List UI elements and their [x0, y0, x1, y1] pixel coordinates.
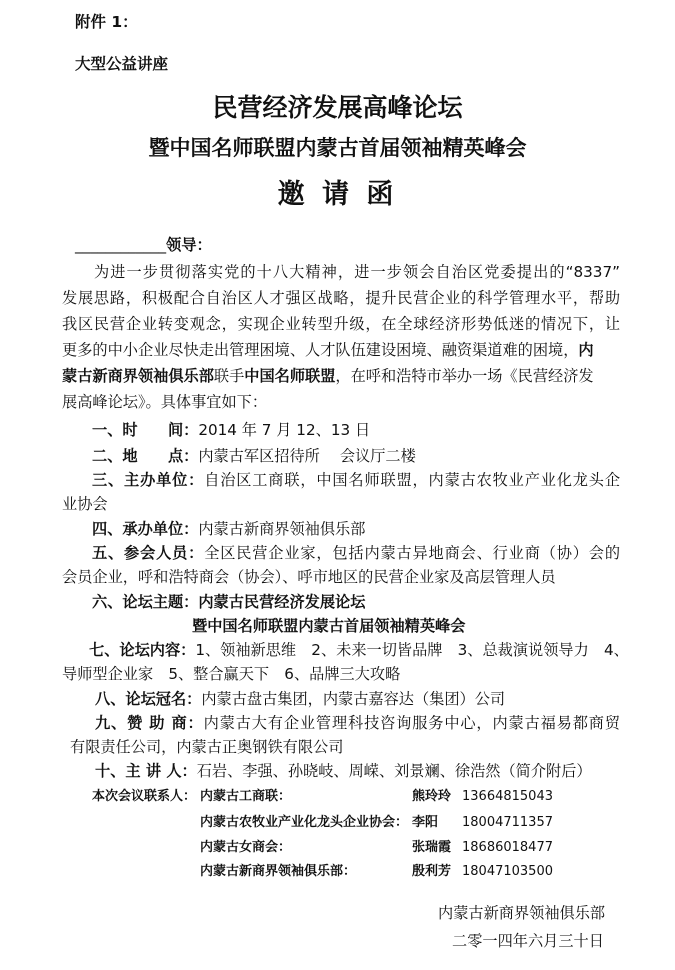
signature-date: 二零一四年六月三十日: [452, 932, 604, 950]
item-value: 会员企业，呼和浩特商会（协会）、呼市地区的民营企业家及高层管理人员: [62, 568, 556, 586]
item-value: 暨中国名师联盟内蒙古首届领袖精英峰会: [192, 617, 466, 635]
item-organizer: [92, 470, 620, 490]
category-label: 大型公益讲座: [75, 55, 169, 73]
attachment-label: 附件 1：: [75, 13, 138, 31]
contact-name: 张瑞霞: [412, 840, 452, 855]
item-value: 内蒙古军区招待所 会议厅二楼: [198, 447, 416, 465]
item-venue: [92, 446, 650, 466]
intro-text: 更多的中小企业尽快走出管理困境、人才队伍建设困境、融资渠道难的困境，: [62, 341, 579, 359]
item-speakers: [95, 761, 653, 781]
item-label: 七、论坛内容：: [89, 641, 196, 659]
item-label: 八、论坛冠名：: [95, 690, 202, 708]
intro-line: 发展思路，积极配合自治区人才强区战略，提升民营企业的科学管理水平，帮助: [62, 289, 620, 307]
contact-org: 内蒙古新商界领袖俱乐部：: [200, 864, 357, 879]
contact-org: 内蒙古农牧业产业化龙头企业协会：: [200, 815, 409, 830]
contact-phone: 18686018477: [462, 840, 553, 855]
item-value: 自治区工商联，中国名师联盟，内蒙古农牧业产业化龙头企: [204, 471, 621, 489]
intro-line: 我区民营企业转变观念，实现企业转型升级，在全球经济形势低迷的情况下，让: [62, 315, 620, 333]
item-value: 2014 年 7 月 12、13 日: [198, 421, 371, 439]
contact-phone: 18047103500: [462, 864, 553, 879]
intro-line: 展高峰论坛》。具体事宜如下：: [62, 393, 268, 411]
intro-bold: 蒙古新商界领袖俱乐部: [62, 367, 214, 385]
recipient-blank: ____________: [75, 236, 167, 254]
intro-text: ，在呼和浩特市举办一场《民营经济发: [335, 367, 594, 385]
item-label: 四、承办单位：: [92, 520, 199, 538]
item-value: 内蒙古民营经济发展论坛: [198, 593, 366, 611]
contacts-label: 本次会议联系人：: [92, 789, 197, 804]
item-theme: [92, 592, 650, 612]
item-value: 内蒙古盘古集团，内蒙古嘉容达（集团）公司: [201, 690, 506, 708]
contact-name: 殷利芳: [412, 864, 452, 879]
item-label: 五、参会人员：: [92, 544, 205, 562]
intro-line: [62, 366, 620, 386]
item-content: [89, 640, 629, 660]
item-value: 1、领袖新思维 2、未来一切皆品牌 3、总裁演说领导力 4、: [195, 641, 629, 659]
item-label: 十、主 讲 人：: [95, 762, 197, 780]
contact-name: 李阳: [412, 815, 439, 830]
intro-bold: 内: [578, 341, 594, 359]
item-label: 九、赞 助 商：: [95, 714, 204, 732]
salutation-text: 领导：: [166, 236, 212, 254]
signature-org: 内蒙古新商界领袖俱乐部: [438, 904, 606, 922]
item-value: 业协会: [62, 495, 108, 513]
item-value: 有限责任公司，内蒙古正奥钢铁有限公司: [70, 738, 344, 756]
intro-text: 联手: [213, 367, 245, 385]
item-value: 内蒙古大有企业管理科技咨询服务中心，内蒙古福易都商贸: [203, 714, 621, 732]
item-value: 导师型企业家 5、整合赢天下 6、品牌三大攻略: [62, 665, 401, 683]
item-label: 三、主办单位：: [92, 471, 205, 489]
item-co-organizer: [92, 519, 650, 539]
item-value: 内蒙古新商界领袖俱乐部: [198, 520, 366, 538]
item-time: [92, 420, 650, 440]
intro-line: 为进一步贯彻落实党的十八大精神，进一步领会自治区党委提出的“8337”: [94, 263, 620, 281]
document-type: 邀 请 函: [277, 179, 398, 210]
intro-bold: 中国名师联盟: [244, 367, 336, 385]
item-title-sponsor: [95, 689, 653, 709]
item-attendees: [92, 543, 620, 563]
intro-line: [62, 340, 620, 360]
item-sponsors: [95, 713, 620, 733]
contact-phone: 18004711357: [462, 815, 553, 830]
salutation: [75, 235, 633, 255]
contact-org: 内蒙古女商会：: [200, 840, 292, 855]
item-value: 全区民营企业家，包括内蒙古异地商会、行业商（协）会的: [204, 544, 621, 562]
item-label: 二、地 点：: [92, 447, 199, 465]
item-label: 一、时 间：: [92, 421, 199, 439]
page-subtitle: 暨中国名师联盟内蒙古首届领袖精英峰会: [148, 136, 527, 160]
item-value: 石岩、李强、孙晓岐、周嵘、刘景斓、徐浩然（简介附后）: [196, 762, 592, 780]
page-title: 民营经济发展高峰论坛: [212, 93, 463, 122]
contact-name: 熊玲玲: [412, 789, 452, 804]
contact-phone: 13664815043: [462, 789, 553, 804]
contact-org: 内蒙古工商联：: [200, 789, 292, 804]
item-label: 六、论坛主题：: [92, 593, 199, 611]
